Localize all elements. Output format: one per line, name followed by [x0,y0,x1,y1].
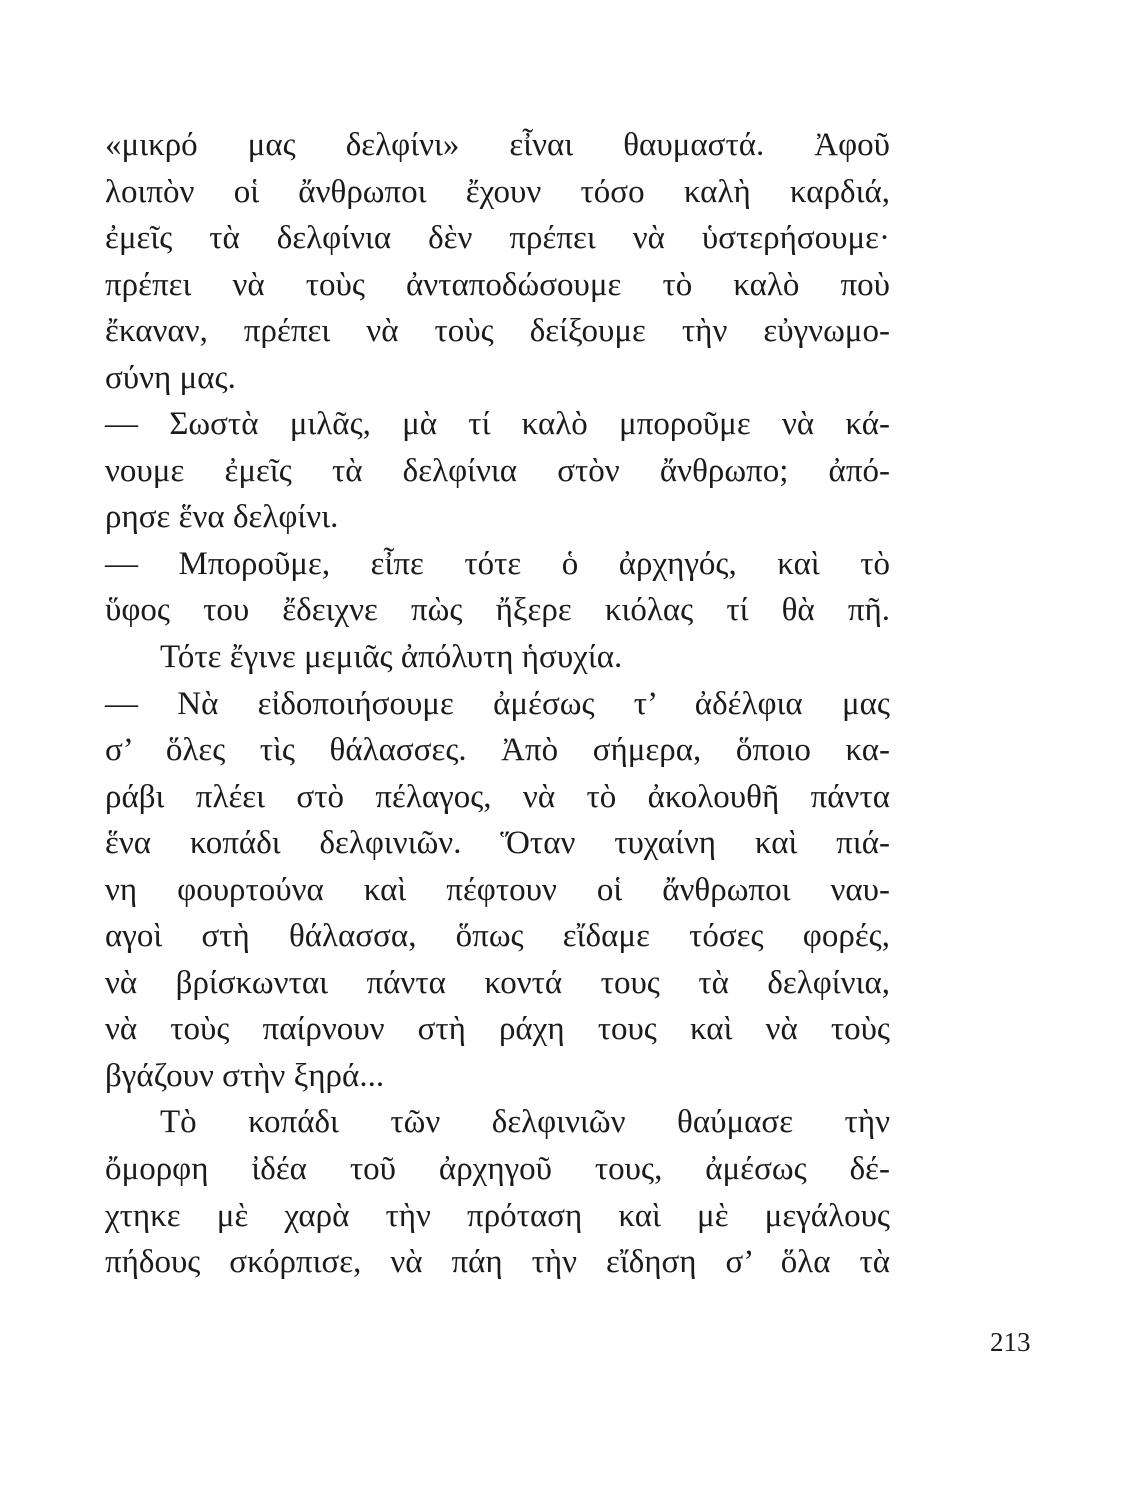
paragraph-start-line: Τότε ἔγινε μεμιᾶς ἀπόλυτη ἡσυχία. [160,639,623,676]
paragraph-start-line: Τὸ κοπάδι τῶν δελφινιῶν θαύμασε τὴν [160,1104,890,1141]
text-line: χτηκε μὲ χαρὰ τὴν πρόταση καὶ μὲ μεγάλους [105,1197,890,1234]
text-line: πρέπει νὰ τοὺς ἀνταποδώσουμε τὸ καλὸ ποὺ [105,266,890,303]
text-line: νὰ τοὺς παίρνουν στὴ ράχη τους καὶ νὰ τοὺς [105,1011,890,1048]
text-line: νὰ βρίσκωνται πάντα κοντά τους τὰ δελφίνια, [105,964,890,1001]
text-line: ἔκαναν, πρέπει νὰ τοὺς δείξουμε τὴν εὐγνωμο- [105,313,890,350]
body-text [105,122,890,1286]
text-line: νουμε ἐμεῖς τὰ δελφίνια στὸν ἄνθρωπο; ἀπό- [105,452,890,489]
text-line: βγάζουν στὴν ξηρά... [105,1057,385,1094]
text-line: σ’ ὅλες τὶς θάλασσες. Ἀπὸ σήμερα, ὅποιο κα- [105,732,890,769]
page-number: 213 [990,1327,1031,1357]
text-line: ἕνα κοπάδι δελφινιῶν. Ὅταν τυχαίνη καὶ πιά- [105,825,890,862]
text-line: σύνη μας. [105,359,236,396]
dialogue-line: — Μποροῦμε, εἶπε τότε ὁ ἀρχηγός, καὶ τὸ [105,545,890,582]
text-line: ράβι πλέει στὸ πέλαγος, νὰ τὸ ἀκολουθῆ πάντα [105,778,890,815]
text-line: νη φουρτούνα καὶ πέφτουν οἱ ἄνθρωποι ναυ- [105,871,890,908]
text-line: λοιπὸν οἱ ἄνθρωποι ἔχουν τόσο καλὴ καρδιά, [105,173,890,210]
text-line: ὄμορφη ἰδέα τοῦ ἀρχηγοῦ τους, ἀμέσως δέ- [105,1151,890,1188]
dialogue-line: — Νὰ εἰδοποιήσουμε ἀμέσως τ’ ἀδέλφια μας [105,685,890,722]
text-line: ρησε ἕνα δελφίνι. [105,499,339,536]
dialogue-line: — Σωστὰ μιλᾶς, μὰ τί καλὸ μποροῦμε νὰ κά- [105,406,890,443]
text-line: ὕφος του ἔδειχνε πὼς ἤξερε κιόλας τί θὰ πῆ. [105,592,890,629]
text-line: «μικρό μας δελφίνι» εἶναι θαυμαστά. Ἀφοῦ [105,127,890,163]
text-line: πήδους σκόρπισε, νὰ πάη τὴν εἴδηση σ’ ὅλα τὰ [105,1244,890,1281]
text-line: αγοὶ στὴ θάλασσα, ὅπως εἴδαμε τόσες φορές, [105,918,890,955]
text-line: ἐμεῖς τὰ δελφίνια δὲν πρέπει νὰ ὑστερήσουμε· [105,220,890,257]
